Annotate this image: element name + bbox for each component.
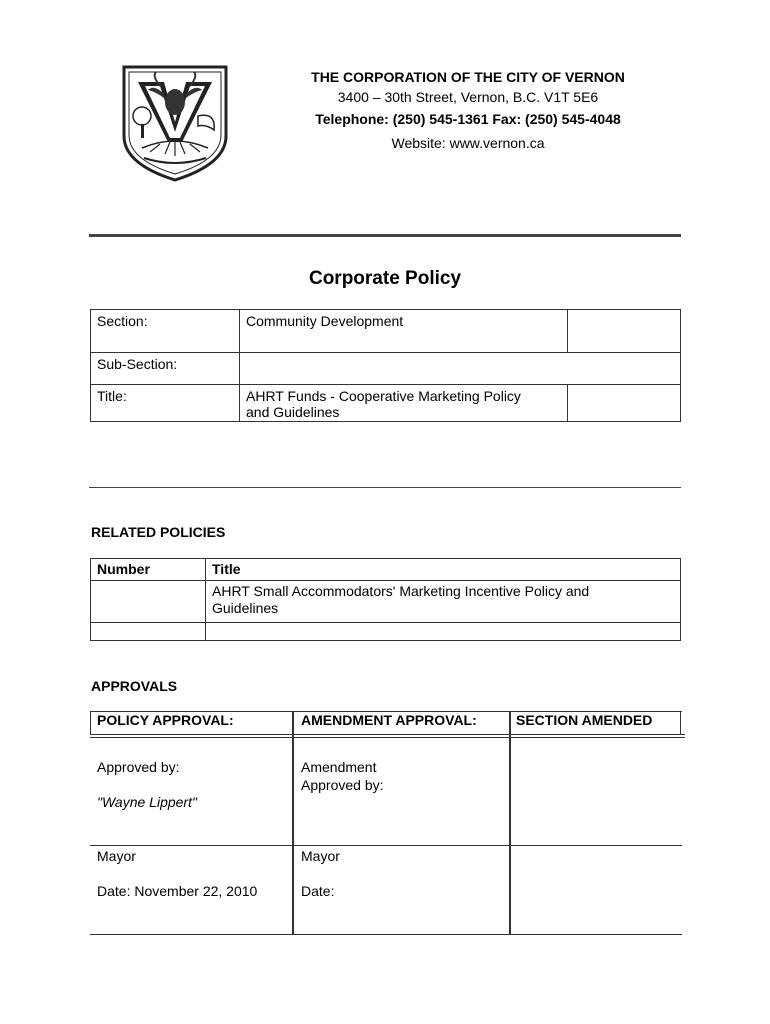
- section-divider: [89, 487, 681, 488]
- number-column-header: Number: [91, 559, 206, 581]
- approvals-column-divider-1: [292, 711, 294, 935]
- title-label: Title:: [91, 385, 240, 422]
- policy-info-table: [90, 309, 681, 422]
- section-extra-cell: [568, 310, 681, 353]
- title-value-line2: and Guidelines: [246, 404, 340, 420]
- city-crest-logo: [120, 64, 230, 182]
- approvals-header-double-underline: [90, 737, 685, 738]
- related-title-cell: [206, 581, 681, 623]
- related-header-row: [91, 559, 681, 581]
- related-policies-heading: RELATED POLICIES: [91, 524, 226, 540]
- section-row: [91, 310, 681, 353]
- related-number-cell: [91, 581, 206, 623]
- section-value: Community Development: [240, 310, 568, 353]
- title-row: [91, 385, 681, 422]
- subsection-row: [91, 353, 681, 385]
- table-row: [91, 581, 681, 623]
- amendment-approved-by-line1: Amendment: [301, 759, 377, 775]
- policy-signature: "Wayne Lippert": [97, 794, 197, 810]
- title-value-line1: AHRT Funds - Cooperative Marketing Policy: [246, 388, 521, 404]
- amendment-role: Mayor: [301, 848, 340, 864]
- approvals-header-underline: [90, 734, 685, 735]
- organization-name: THE CORPORATION OF THE CITY OF VERNON: [311, 69, 625, 85]
- title-extra-cell: [568, 385, 681, 422]
- title-column-header: Title: [206, 559, 681, 581]
- subsection-extra-cell: [568, 353, 681, 385]
- approvals-bottom-border: [90, 934, 682, 935]
- document-title: Corporate Policy: [308, 268, 462, 289]
- title-value: [240, 385, 568, 422]
- related-title-cell: [206, 623, 681, 641]
- related-policies-table: [90, 558, 681, 641]
- approvals-column-divider-2: [509, 711, 511, 935]
- table-row: [91, 623, 681, 641]
- organization-telephone: Telephone: (250) 545-1361 Fax: (250) 545-4048: [315, 111, 621, 127]
- letterhead-divider: [89, 234, 681, 237]
- related-title-line2: Guidelines: [212, 600, 279, 616]
- section-amended-header: SECTION AMENDED: [516, 712, 653, 728]
- approvals-heading: APPROVALS: [91, 678, 178, 694]
- policy-role: Mayor: [97, 848, 136, 864]
- policy-approval-header: POLICY APPROVAL:: [97, 712, 234, 728]
- section-label: Section:: [91, 310, 240, 353]
- approvals-right-border: [680, 711, 681, 735]
- approvals-signature-line: [90, 845, 682, 846]
- approvals-left-border: [90, 711, 91, 735]
- amendment-approved-by-line2: Approved by:: [301, 777, 384, 793]
- related-number-cell: [91, 623, 206, 641]
- organization-address: 3400 – 30th Street, Vernon, B.C. V1T 5E6: [337, 89, 599, 105]
- organization-website: Website: www.vernon.ca: [391, 135, 545, 151]
- related-title-line1: AHRT Small Accommodators' Marketing Incentive Policy and: [212, 583, 590, 599]
- subsection-label: Sub-Section:: [91, 353, 240, 385]
- policy-approved-by-label: Approved by:: [97, 759, 180, 775]
- subsection-value: [240, 353, 568, 385]
- amendment-approval-date: Date:: [301, 883, 335, 899]
- amendment-approval-header: AMENDMENT APPROVAL:: [301, 712, 477, 728]
- policy-approval-date: Date: November 22, 2010: [97, 883, 258, 899]
